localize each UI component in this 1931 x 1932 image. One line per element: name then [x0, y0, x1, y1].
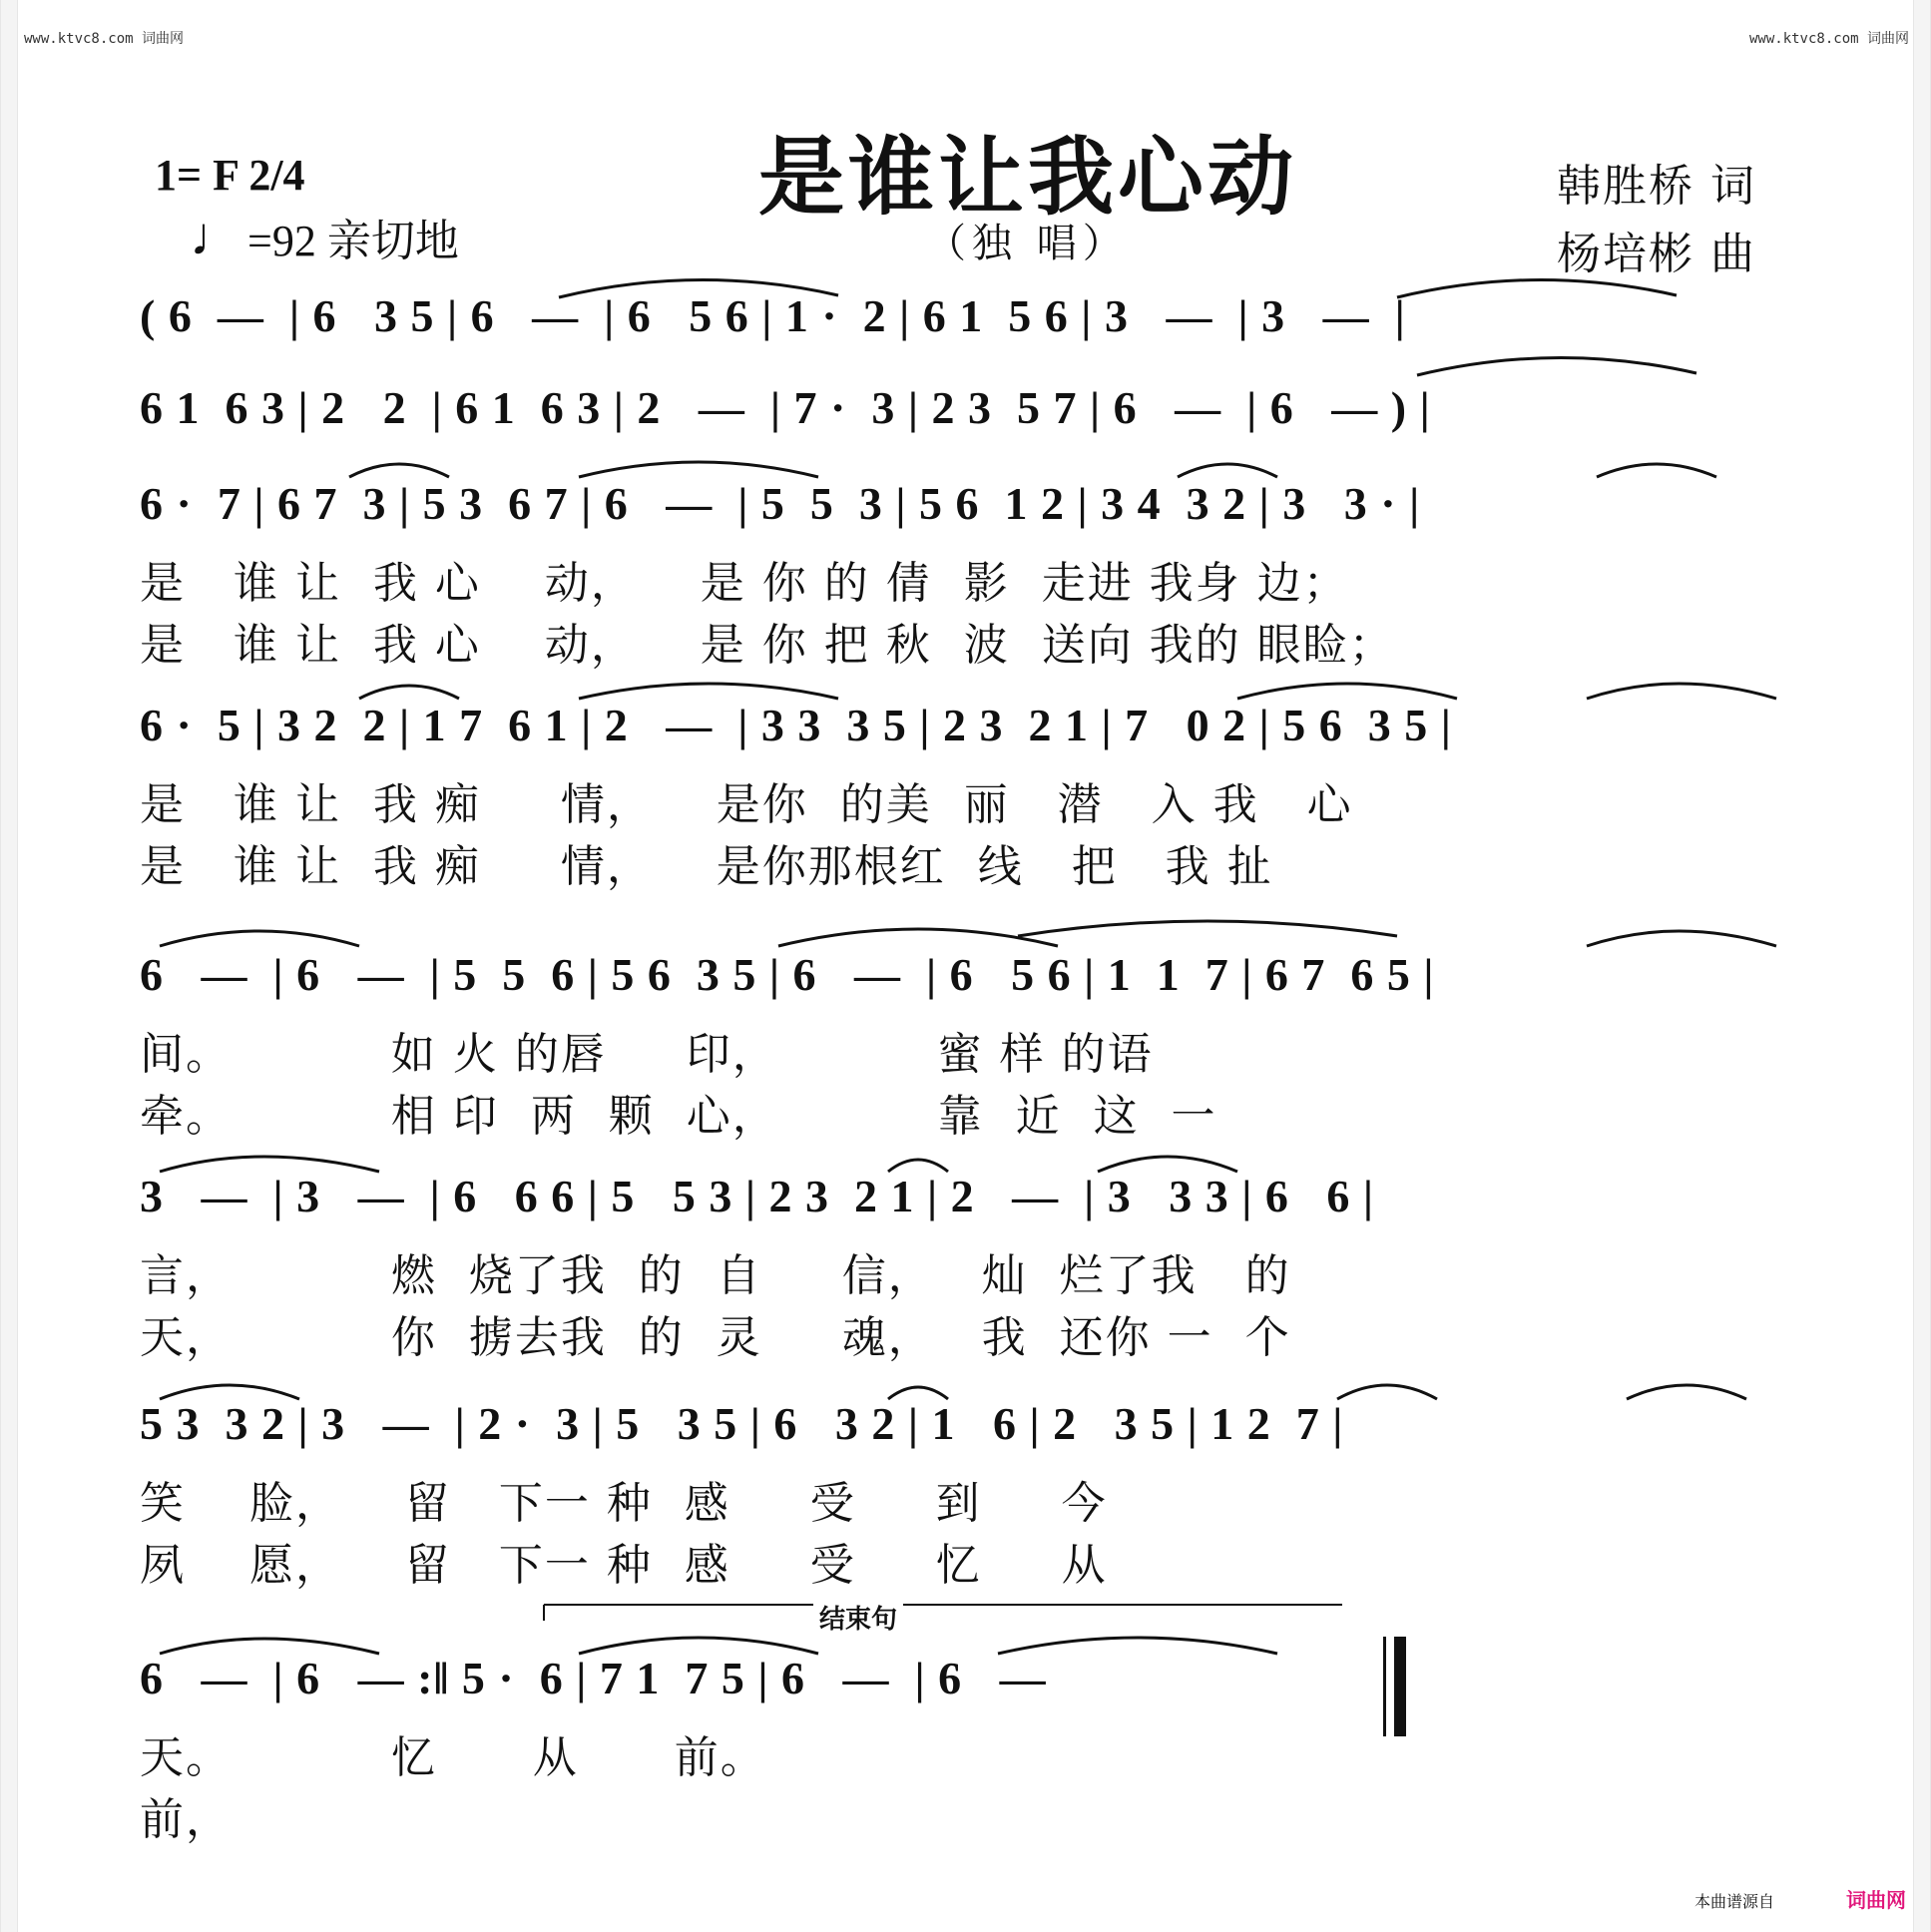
song-subtitle: （独 唱） — [926, 221, 1129, 266]
lyric-verse-1: 是 谁 让 我 心 动， 是 你 的 倩 影 走进 我身 边； — [140, 558, 1349, 609]
left-border-strip — [0, 0, 18, 1932]
lyric-verse-1: 天。 忆 从 前。 — [140, 1732, 766, 1783]
lyric-verse-1: 间。 如 火 的唇 印， 蜜 样 的语 — [140, 1029, 1154, 1080]
watermark-right: www.ktvc8.com 词曲网 — [1748, 31, 1909, 47]
notes-line: 3 — | 3 — | 6 6 6 | 5 5 3 | 2 3 2 1 | 2 — | 3 3 3 | 6 6 | — [140, 1171, 1375, 1221]
watermark-left: www.ktvc8.com 词曲网 — [24, 31, 185, 47]
lyric-verse-1: 言， 燃 烧了我 的 自 信， 灿 烂了我 的 — [140, 1250, 1291, 1301]
lyricist-credit: 韩胜桥 词 — [1557, 161, 1756, 212]
footer-source-text: 本曲谱源自 — [1694, 1892, 1775, 1911]
slur-marks — [140, 447, 1836, 487]
notes-line: 6 — | 6 — :‖ 5 · 6 | 7 1 7 5 | 6 — | 6 — — [140, 1653, 1047, 1703]
right-border-strip — [1913, 0, 1931, 1932]
notes-line: 6 · 5 | 3 2 2 | 1 7 6 1 | 2 — | 3 3 3 5 | 2 3 2 1 | 7 0 2 | 5 6 3 5 | — [140, 700, 1452, 750]
lyric-verse-2: 天， 你 掳去我 的 灵 魂， 我 还你 一 个 — [140, 1312, 1291, 1363]
lyric-verse-2: 是 谁 让 我 心 动， 是 你 把 秋 波 送向 我的 眼睑； — [140, 620, 1395, 671]
slur-marks — [140, 345, 1836, 385]
lyric-verse-2: 牵。 相 印 两 颗 心， 靠 近 这 一 — [140, 1091, 1217, 1142]
lyric-verse-1: 笑 脸， 留 下一 种 感 受 到 今 — [140, 1478, 1108, 1529]
final-barline — [1383, 1637, 1410, 1736]
tempo-text: =92 亲切地 — [247, 217, 459, 265]
lyric-verse-2: 前， — [140, 1794, 232, 1845]
composer-credit: 杨培彬 曲 — [1557, 229, 1756, 279]
lyric-verse-2: 是 谁 让 我 痴 情， 是你那根红 线 把 我 扯 — [140, 841, 1273, 892]
song-title: 是谁让我心动 — [758, 127, 1297, 228]
slur-marks — [140, 912, 1836, 952]
ending-bracket — [544, 1601, 1342, 1613]
lyric-verse-2: 夙 愿， 留 下一 种 感 受 忆 从 — [140, 1540, 1108, 1591]
slur-marks — [140, 1622, 1836, 1662]
notes-line: ( 6 — | 6 3 5 | 6 — | 6 5 6 | 1 · 2 | 6 1 5 6 | 3 — | 3 — | — [140, 290, 1406, 341]
key-signature: 1= F 2/4 — [155, 151, 305, 200]
notes-line: 6 — | 6 — | 5 5 6 | 5 6 3 5 | 6 — | 6 5 6 | 1 1 7 | 6 7 6 5 | — [140, 949, 1435, 1000]
slur-marks — [140, 1140, 1836, 1180]
lyric-verse-1: 是 谁 让 我 痴 情， 是你 的美 丽 潜 入 我 心 — [140, 779, 1353, 830]
notes-line: 5 3 3 2 | 3 — | 2 · 3 | 5 3 5 | 6 3 2 | 1 6 | 2 3 5 | 1 2 7 | — [140, 1398, 1344, 1449]
slur-marks — [140, 1367, 1836, 1407]
slur-marks — [140, 669, 1836, 709]
notes-line: 6 · 7 | 6 7 3 | 5 3 6 7 | 6 — | 5 5 3 | 5 6 1 2 | 3 4 3 2 | 3 3 · | — [140, 478, 1421, 529]
ending-label: 结束句 — [813, 1599, 903, 1636]
footer-logo[interactable]: 词曲网 — [1846, 1888, 1906, 1912]
quarter-note-icon: ♩ — [190, 207, 243, 266]
notes-line: 6 1 6 3 | 2 2 | 6 1 6 3 | 2 — | 7 · 3 | 2 3 5 7 | 6 — | 6 — ) | — [140, 382, 1431, 433]
tempo-marking — [190, 205, 459, 268]
slur-marks — [140, 269, 1836, 309]
